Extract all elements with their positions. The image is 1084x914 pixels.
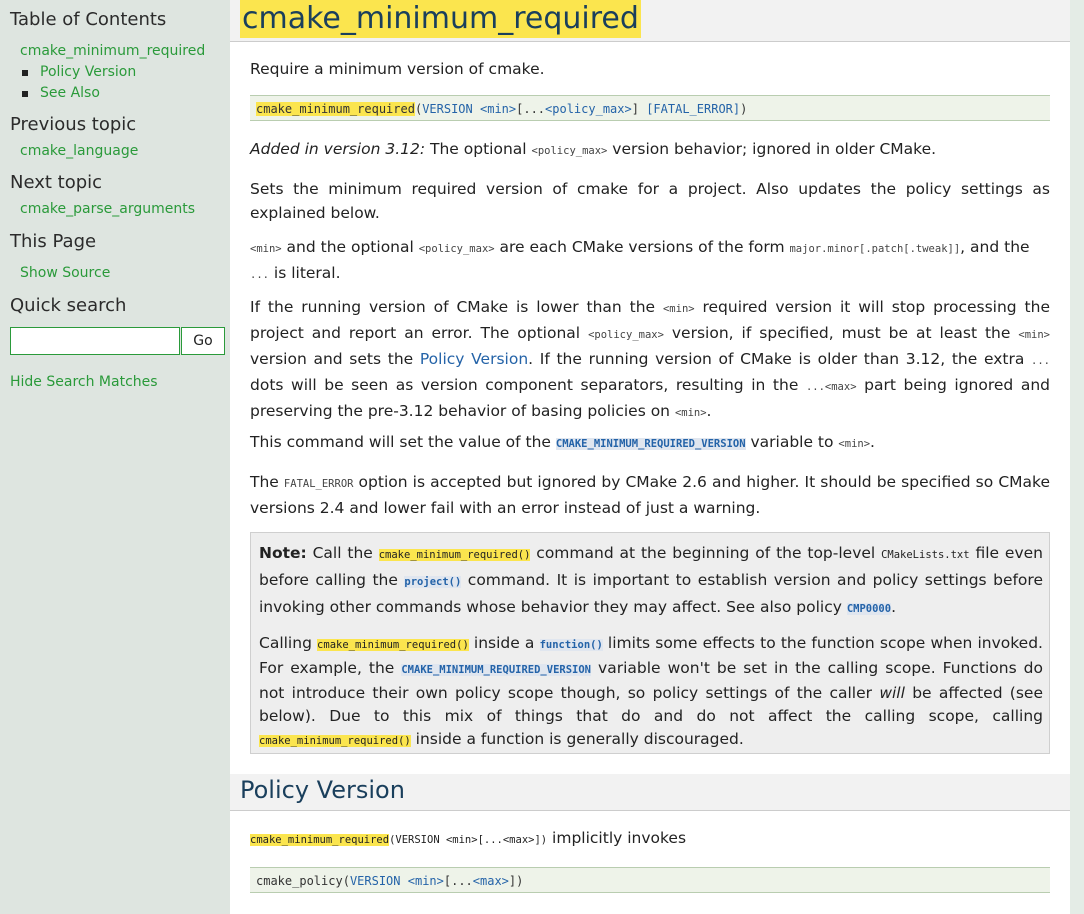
toc-link-policy-version[interactable]: Policy Version bbox=[40, 64, 137, 80]
page-title: cmake_minimum_required bbox=[242, 1, 639, 36]
text-span: is literal. bbox=[268, 264, 341, 282]
inline-code: <min> bbox=[250, 243, 282, 255]
cmake-policy-code-block bbox=[250, 867, 1050, 893]
inline-code: ... bbox=[250, 269, 269, 281]
code-token: ] bbox=[631, 102, 639, 116]
search-go-button[interactable]: Go bbox=[181, 327, 225, 355]
note-paragraph-2 bbox=[259, 632, 1043, 753]
text-span: . bbox=[891, 598, 897, 616]
text-span: This command will set the value of the bbox=[250, 433, 556, 451]
inline-code: <min> bbox=[838, 438, 871, 450]
variable-paragraph bbox=[250, 430, 1050, 456]
inline-code: <policy_max> bbox=[418, 243, 495, 255]
section-header-policy-version bbox=[230, 774, 1070, 811]
cmake-minimum-required-version-link[interactable]: CMAKE_MINIMUM_REQUIRED_VERSION bbox=[401, 664, 592, 676]
emphasis-text: will bbox=[879, 684, 905, 702]
hide-search-matches-link[interactable]: Hide Search Matches bbox=[10, 374, 158, 390]
code-token: ]) bbox=[508, 874, 524, 888]
inline-code: cmake_minimum_required() bbox=[378, 549, 531, 561]
inline-code: <min> bbox=[1018, 329, 1050, 341]
code-token: VERSION bbox=[422, 102, 473, 116]
next-topic-link[interactable]: cmake_parse_arguments bbox=[20, 201, 196, 217]
text-span: variable to bbox=[745, 433, 839, 451]
show-source-link[interactable]: Show Source bbox=[20, 265, 111, 281]
function-command-link[interactable]: function() bbox=[539, 639, 603, 651]
code-token: <policy_max> bbox=[545, 102, 632, 116]
code-token: [FATAL_ERROR] bbox=[646, 102, 741, 116]
code-token: <min> bbox=[407, 874, 444, 888]
main-content bbox=[230, 0, 1070, 914]
fatal-paragraph bbox=[250, 470, 1050, 520]
text-span: and the optional bbox=[281, 238, 419, 256]
text-span: command at the beginning of the top-level bbox=[530, 544, 882, 562]
sidebar bbox=[0, 0, 230, 914]
signature-command: cmake_minimum_required bbox=[256, 102, 415, 116]
quick-search-heading: Quick search bbox=[10, 295, 127, 316]
this-page-heading: This Page bbox=[10, 231, 97, 252]
toc-link-see-also[interactable]: See Also bbox=[40, 85, 100, 101]
toc-link-root[interactable]: cmake_minimum_required bbox=[20, 43, 206, 59]
text-span: are each CMake versions of the form bbox=[494, 238, 790, 256]
text-span: dots will be seen as version component separators, resulting in the bbox=[250, 376, 806, 394]
code-token: <min> bbox=[480, 102, 517, 116]
sets-paragraph: Sets the minimum required version of cmake for a project. Also updates the policy settings as explained below. bbox=[250, 180, 1050, 222]
text-span: The optional bbox=[425, 140, 532, 158]
inline-code: CMakeLists.txt bbox=[881, 549, 970, 561]
bullet-icon bbox=[22, 70, 28, 76]
text-span: , and the bbox=[960, 238, 1030, 256]
policy-version-link[interactable]: Policy Version bbox=[419, 350, 529, 368]
inline-code: <policy_max> bbox=[531, 145, 608, 157]
title-bar bbox=[230, 0, 1070, 42]
inline-code: cmake_minimum_required bbox=[250, 834, 390, 846]
inline-code: <min> bbox=[674, 407, 707, 419]
inline-code: major.minor[.patch[.tweak]] bbox=[789, 243, 961, 255]
text-span: command. It is important to establish version and policy settings before invoking other commands whose behavior they may affect. See also policy bbox=[259, 571, 1043, 616]
prev-topic-heading: Previous topic bbox=[10, 114, 137, 135]
toc-heading: Table of Contents bbox=[10, 9, 167, 30]
next-topic-heading: Next topic bbox=[10, 172, 103, 193]
added-paragraph bbox=[250, 137, 1050, 163]
text-span: variable won't be set in the calling scope. Functions do not introduce their own policy scope though, so policy settings of the caller bbox=[259, 659, 1043, 702]
inline-code: ...<max> bbox=[805, 381, 857, 393]
code-token: <max> bbox=[472, 874, 509, 888]
signature-code-block bbox=[250, 95, 1050, 121]
inline-code: FATAL_ERROR bbox=[283, 478, 354, 490]
text-span: limits some effects to the function scope when invoked. For example, the bbox=[259, 634, 1043, 677]
bullet-icon bbox=[22, 91, 28, 97]
text-span: inside a function is generally discouraged. bbox=[410, 730, 744, 748]
text-span: . If the running version of CMake is older than 3.12, the extra bbox=[528, 350, 1032, 368]
code-token: [... bbox=[516, 102, 546, 116]
inline-code: cmake_minimum_required() bbox=[317, 639, 469, 651]
text-span: be affected (see below). Due to this mix of things that do and do not affect the calling scope, calling bbox=[259, 684, 1044, 725]
form-paragraph bbox=[250, 235, 1050, 287]
policy-version-intro bbox=[250, 826, 1050, 852]
project-command-link[interactable]: project() bbox=[404, 576, 462, 588]
code-token: VERSION bbox=[349, 874, 401, 888]
code-token: [... bbox=[443, 874, 473, 888]
note-label: Note: bbox=[259, 544, 307, 562]
code-token: ) bbox=[740, 102, 748, 116]
text-span: Calling bbox=[259, 634, 318, 652]
inline-code: <min> bbox=[662, 303, 695, 315]
text-span: The bbox=[250, 473, 284, 491]
text-span: option is accepted but ignored by CMake 2.6 and higher. It should be specified so CMake versions 2.4 and lower fail with an error instead of just a warning. bbox=[250, 473, 1050, 517]
note-paragraph-1 bbox=[259, 541, 1043, 622]
cmake-minimum-required-version-link[interactable]: CMAKE_MINIMUM_REQUIRED_VERSION bbox=[555, 438, 746, 450]
code-token: ( bbox=[342, 874, 350, 888]
inline-code: cmake_minimum_required() bbox=[259, 735, 411, 747]
inline-code: <policy_max> bbox=[588, 329, 664, 341]
search-input[interactable] bbox=[10, 327, 180, 355]
text-span: Call the bbox=[306, 544, 379, 562]
text-span: . bbox=[706, 402, 712, 420]
note-box bbox=[250, 532, 1050, 754]
text-span: implicitly invokes bbox=[547, 829, 687, 847]
intro-text: Require a minimum version of cmake. bbox=[250, 60, 545, 78]
cmp0000-link[interactable]: CMP0000 bbox=[846, 603, 892, 615]
section-title: Policy Version bbox=[240, 776, 405, 804]
right-scroll-rail bbox=[1070, 0, 1084, 914]
inline-code: (VERSION <min>[...<max>]) bbox=[389, 834, 548, 846]
text-span: inside a bbox=[468, 634, 540, 652]
text-span: file even before calling the bbox=[259, 544, 1043, 589]
text-span: part being ignored and preserving the pre-3.12 behavior of basing policies on bbox=[250, 376, 1050, 420]
inline-code: ... bbox=[1031, 355, 1050, 367]
text-span: version and sets the bbox=[250, 350, 420, 368]
text-span: version behavior; ignored in older CMake. bbox=[607, 140, 937, 158]
prev-topic-link[interactable]: cmake_language bbox=[20, 143, 139, 159]
text-span: If the running version of CMake is lower than the bbox=[250, 298, 663, 316]
text-span: required version it will stop processing the project and report an error. The optional bbox=[250, 298, 1050, 342]
running-paragraph bbox=[250, 295, 1050, 425]
text-span: version, if specified, must be at least the bbox=[663, 324, 1019, 342]
added-version-label: Added in version 3.12: bbox=[250, 140, 426, 158]
text-span: . bbox=[870, 433, 875, 451]
code-token: cmake_policy bbox=[256, 874, 343, 888]
code-token: ( bbox=[414, 102, 423, 116]
